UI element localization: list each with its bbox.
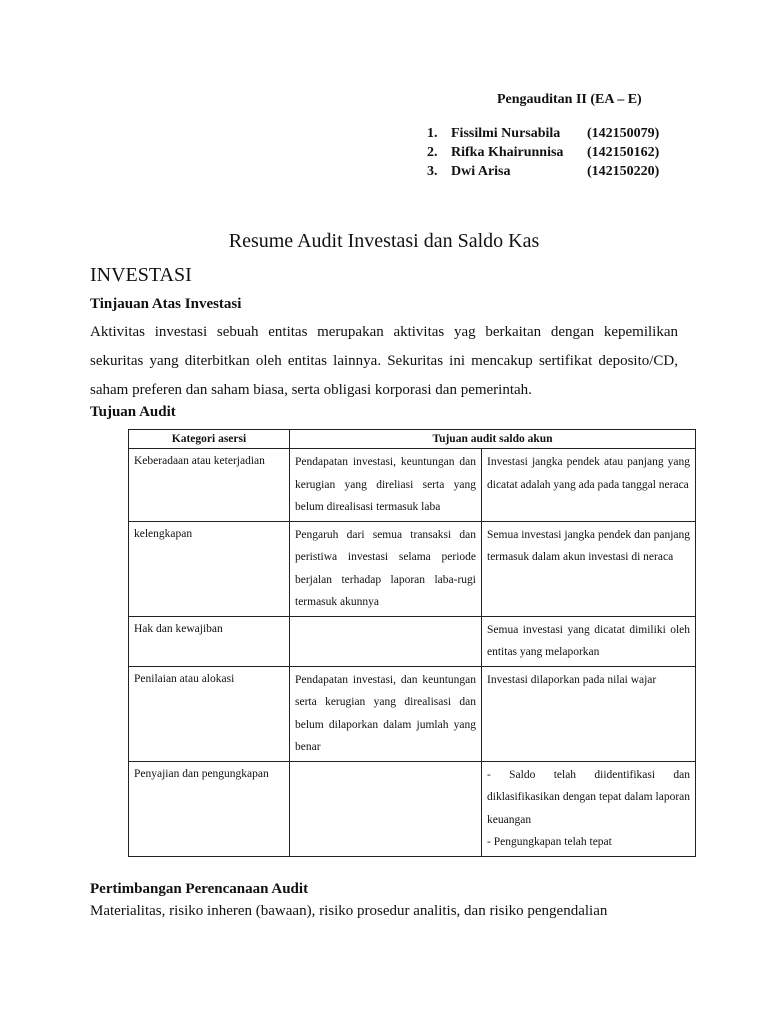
category-cell: Hak dan kewajiban	[129, 616, 290, 666]
author-id: (142150162)	[587, 145, 660, 160]
table-row	[129, 521, 696, 616]
planning-heading: Pertimbangan Perencanaan Audit	[90, 881, 309, 897]
table-row	[129, 616, 696, 666]
table-row	[129, 449, 696, 522]
author-row	[427, 143, 659, 162]
balance-objective-cell: Investasi dilaporkan pada nilai wajar	[482, 666, 696, 761]
transaction-objective-cell	[290, 761, 482, 856]
audit-goal-heading: Tujuan Audit	[90, 404, 176, 420]
author-name: Rifka Khairunnisa	[451, 145, 564, 160]
overview-heading: Tinjauan Atas Investasi	[90, 296, 242, 312]
table-row	[129, 761, 696, 856]
balance-objective-cell: Investasi jangka pendek atau panjang yang dicatat adalah yang ada pada tanggal neraca	[482, 449, 696, 522]
transaction-objective-cell: Pendapatan investasi, dan keuntungan serta kerugian yang direalisasi dan belum dilaporkan dalam jumlah yang benar	[290, 666, 482, 761]
header-objective: Tujuan audit saldo akun	[290, 430, 696, 449]
author-number: 3.	[427, 164, 438, 179]
table-row	[129, 666, 696, 761]
balance-objective-cell: Semua investasi yang dicatat dimiliki oleh entitas yang melaporkan	[482, 616, 696, 666]
transaction-objective-cell	[290, 616, 482, 666]
table-header-row	[129, 430, 696, 449]
author-row	[427, 162, 659, 181]
course-title: Pengauditan II (EA – E)	[497, 92, 642, 107]
author-id: (142150220)	[587, 164, 660, 179]
category-cell: kelengkapan	[129, 521, 290, 616]
balance-objective-cell	[482, 761, 696, 856]
planning-text: Materialitas, risiko inheren (bawaan), risiko prosedur analitis, dan risiko pengendalian	[90, 903, 608, 919]
category-cell: Keberadaan atau keterjadian	[129, 449, 290, 522]
author-list	[427, 124, 659, 181]
author-name: Fissilmi Nursabila	[451, 126, 561, 141]
objective-bullet: - Pengungkapan telah tepat	[487, 836, 612, 848]
author-number: 1.	[427, 126, 438, 141]
transaction-objective-cell: Pengaruh dari semua transaksi dan peristiwa investasi selama periode berjalan terhadap laporan laba-rugi termasuk akunnya	[290, 521, 482, 616]
section-heading: INVESTASI	[90, 264, 192, 286]
audit-objectives-table	[128, 429, 696, 857]
category-cell: Penyajian dan pengungkapan	[129, 761, 290, 856]
author-number: 2.	[427, 145, 438, 160]
author-name: Dwi Arisa	[451, 164, 511, 179]
author-row	[427, 124, 659, 143]
overview-paragraph: Aktivitas investasi sebuah entitas merupakan aktivitas yag berkaitan dengan kepemilikan sekuritas yang diterbitkan oleh entitas lainnya. Sekuritas ini mencakup sertifikat deposito/CD, saham preferen dan saham biasa, serta obligasi korporasi dan pemerintah.	[90, 324, 678, 398]
transaction-objective-cell: Pendapatan investasi, keuntungan dan kerugian yang direliasi serta yang belum direalisasi termasuk laba	[290, 449, 482, 522]
header-category: Kategori asersi	[129, 430, 290, 449]
objective-bullet: - Saldo telah diidentifikasi dan diklasifikasikan dengan tepat dalam laporan keuangan	[487, 768, 691, 826]
balance-objective-cell: Semua investasi jangka pendek dan panjang termasuk dalam akun investasi di neraca	[482, 521, 696, 616]
author-id: (142150079)	[587, 126, 660, 141]
category-cell: Penilaian atau alokasi	[129, 666, 290, 761]
document-title: Resume Audit Investasi dan Saldo Kas	[228, 230, 540, 252]
